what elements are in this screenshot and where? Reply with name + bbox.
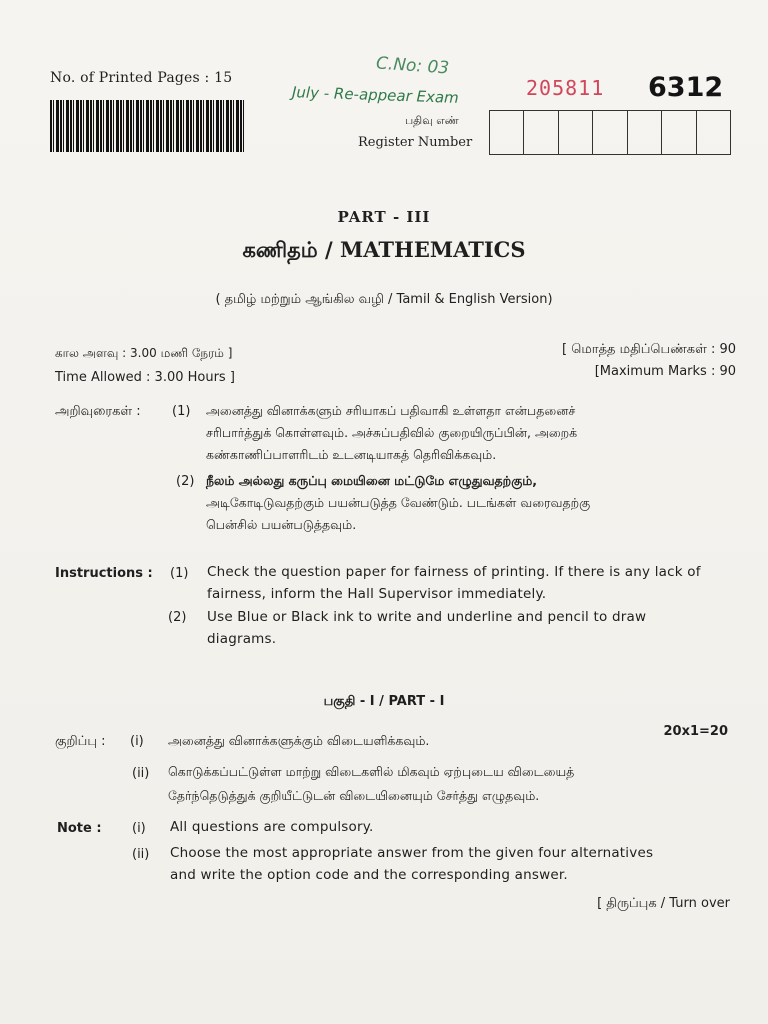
subject-title: கணிதம் / MATHEMATICS bbox=[242, 237, 526, 262]
text-line: அனைத்து வினாக்களும் சரியாகப் பதிவாகி உள்ளதா என்பதனைச் bbox=[206, 403, 576, 418]
instruction-text-tamil bbox=[206, 470, 736, 536]
version-label: ( தமிழ் மற்றும் ஆங்கில வழி / Tamil & English Version) bbox=[215, 292, 553, 307]
text-line: அனைத்து வினாக்களுக்கும் விடையளிக்கவும். bbox=[168, 733, 430, 748]
note-label-english: Note : bbox=[57, 821, 102, 836]
note-number: (i) bbox=[132, 821, 146, 836]
part-heading: PART - III bbox=[337, 208, 431, 226]
note-text-tamil bbox=[168, 760, 728, 808]
register-digit-box[interactable] bbox=[593, 111, 627, 154]
text-line: அடிகோடிடுவதற்கும் பயன்படுத்த வேண்டும். படங்கள் வரைவதற்கு bbox=[206, 495, 591, 510]
instruction-number: (1) bbox=[172, 404, 191, 419]
register-digit-box[interactable] bbox=[490, 111, 524, 154]
instruction-text-english bbox=[207, 561, 742, 605]
text-line: diagrams. bbox=[207, 631, 277, 647]
printed-pages-label: No. of Printed Pages : 15 bbox=[50, 70, 233, 86]
barcode bbox=[50, 100, 245, 152]
register-number-boxes bbox=[489, 110, 731, 155]
section-heading: பகுதி - I / PART - I bbox=[323, 694, 445, 709]
time-allowed-english: Time Allowed : 3.00 Hours ] bbox=[55, 370, 235, 385]
serial-number: 205811 bbox=[526, 76, 605, 100]
max-marks-tamil: [ மொத்த மதிப்பெண்கள் : 90 bbox=[562, 342, 736, 357]
text-line: and write the option code and the corresponding answer. bbox=[170, 867, 568, 883]
register-digit-box[interactable] bbox=[628, 111, 662, 154]
instructions-label-tamil: அறிவுரைகள் : bbox=[55, 404, 141, 419]
text-line: All questions are compulsory. bbox=[170, 819, 374, 835]
instruction-number: (2) bbox=[176, 474, 195, 489]
register-digit-box[interactable] bbox=[662, 111, 696, 154]
instruction-text-english bbox=[207, 606, 742, 650]
instruction-text-tamil bbox=[206, 400, 736, 466]
text-line: பென்சில் பயன்படுத்தவும். bbox=[206, 517, 357, 532]
text-line: தேர்ந்தெடுத்துக் குறியீட்டுடன் விடையினையும் சேர்த்து எழுதவும். bbox=[168, 788, 540, 803]
note-text-english bbox=[170, 842, 740, 886]
register-label-tamil: பதிவு எண் bbox=[405, 114, 459, 127]
instructions-label-english: Instructions : bbox=[55, 566, 153, 581]
text-line: கண்காணிப்பாளரிடம் உடனடியாகத் தெரிவிக்கவும். bbox=[206, 447, 497, 462]
instruction-number: (2) bbox=[168, 610, 187, 625]
time-allowed-tamil: கால அளவு : 3.00 மணி நேரம் ] bbox=[55, 346, 233, 360]
text-line: கொடுக்கப்பட்டுள்ள மாற்று விடைகளில் மிகவும் ஏற்புடைய விடையைத் bbox=[168, 764, 575, 779]
register-label-english: Register Number bbox=[358, 135, 473, 150]
note-text-english bbox=[170, 816, 730, 838]
note-number: (ii) bbox=[132, 766, 150, 781]
text-line: Use Blue or Black ink to write and underline and pencil to draw bbox=[207, 609, 647, 625]
note-text-tamil bbox=[168, 730, 648, 752]
note-number: (ii) bbox=[132, 847, 150, 862]
text-line: நீலம் அல்லது கருப்பு மையினை மட்டுமே எழுதுவதற்கும், bbox=[206, 473, 538, 488]
register-digit-box[interactable] bbox=[697, 111, 730, 154]
handwritten-cno: C.No: 03 bbox=[375, 53, 450, 79]
max-marks-english: [Maximum Marks : 90 bbox=[594, 364, 736, 379]
note-number: (i) bbox=[130, 734, 144, 749]
text-line: Check the question paper for fairness of printing. If there is any lack of bbox=[207, 564, 701, 580]
text-line: Choose the most appropriate answer from the given four alternatives bbox=[170, 845, 654, 861]
register-digit-box[interactable] bbox=[559, 111, 593, 154]
text-line: சரிபார்த்துக் கொள்ளவும். அச்சுப்பதிவில் குறையிருப்பின், அறைக் bbox=[206, 425, 578, 440]
handwritten-note: July - Re-appear Exam bbox=[291, 83, 460, 107]
text-line: fairness, inform the Hall Supervisor immediately. bbox=[207, 586, 547, 602]
turn-over-label: [ திருப்புக / Turn over bbox=[597, 896, 730, 911]
instruction-number: (1) bbox=[170, 566, 189, 581]
register-digit-box[interactable] bbox=[524, 111, 558, 154]
section-marks: 20x1=20 bbox=[663, 724, 728, 739]
note-label-tamil: குறிப்பு : bbox=[55, 734, 106, 749]
paper-code: 6312 bbox=[648, 72, 724, 103]
